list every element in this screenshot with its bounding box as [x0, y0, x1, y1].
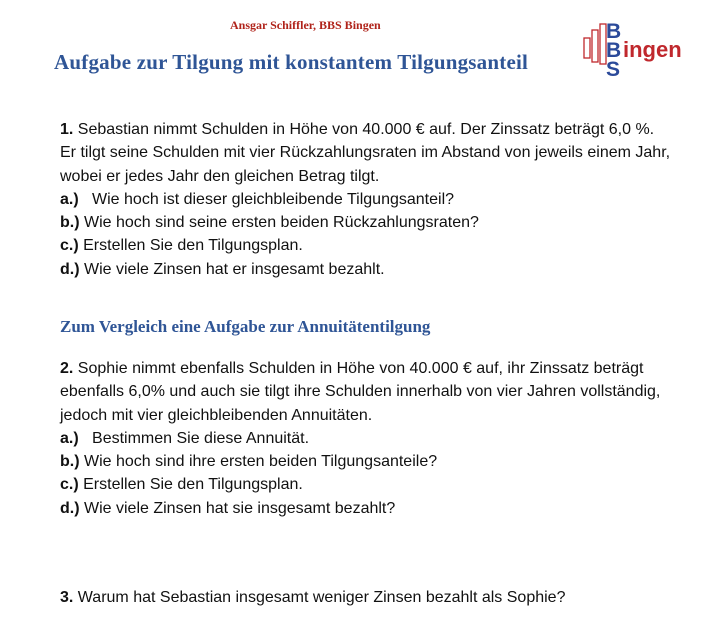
task-2-question-a: a.) Bestimmen Sie diese Annuität.	[60, 429, 310, 447]
task-2-number: 2.	[60, 360, 74, 377]
task-2-question-b: b.) Wie hoch sind ihre ersten beiden Tilgungsanteile?	[60, 453, 438, 471]
svg-text:B: B	[606, 39, 622, 62]
task-1-line-1: 1. Sebastian nimmt Schulden in Höhe von 40.000 € auf. Der Zinssatz beträgt 6,0 %.	[60, 121, 655, 138]
task-2-line-1: 2. Sophie nimmt ebenfalls Schulden in Höhe von 40.000 € auf, ihr Zinssatz beträgt	[60, 360, 644, 377]
task-2	[60, 357, 660, 520]
task-1-line-3: wobei er jedes Jahr den gleichen Betrag tilgt.	[60, 167, 380, 185]
task-2-line-3: jedoch mit vier gleichbleibenden Annuitäten.	[60, 406, 373, 424]
svg-text:ingen: ingen	[623, 37, 682, 62]
task-2-question-c: c.) Erstellen Sie den Tilgungsplan.	[60, 476, 303, 494]
task-3-line: 3. Warum hat Sebastian insgesamt weniger Zinsen bezahlt als Sophie?	[60, 589, 566, 606]
task-1	[60, 118, 670, 281]
author-line: Ansgar Schiffler, BBS Bingen	[230, 18, 381, 32]
task-1-question-c: c.) Erstellen Sie den Tilgungsplan.	[60, 237, 303, 255]
task-3-number: 3.	[60, 589, 74, 606]
task-1-question-d: d.) Wie viele Zinsen hat er insgesamt bezahlt.	[60, 260, 385, 278]
task-1-number: 1.	[60, 121, 74, 138]
task-2-question-d: d.) Wie viele Zinsen hat sie insgesamt bezahlt?	[60, 499, 396, 517]
page-title: Aufgabe zur Tilgung mit konstantem Tilgungsanteil	[54, 50, 529, 74]
section-heading: Zum Vergleich eine Aufgabe zur Annuitätentilgung	[60, 317, 431, 336]
task-1-question-a: a.) Wie hoch ist dieser gleichbleibende Tilgungsanteil?	[60, 190, 455, 208]
task-1-question-b: b.) Wie hoch sind seine ersten beiden Rückzahlungsraten?	[60, 214, 479, 232]
bbs-bingen-logo	[582, 20, 694, 78]
svg-text:B: B	[606, 20, 622, 43]
svg-text:S: S	[606, 58, 621, 78]
task-3	[60, 586, 565, 609]
task-2-line-2: ebenfalls 6,0% und auch sie tilgt ihre Schulden innerhalb von vier Jahren vollständig,	[60, 383, 661, 401]
task-1-line-2: Er tilgt seine Schulden mit vier Rückzahlungsraten im Abstand von jeweils einem Jahr,	[60, 144, 671, 162]
